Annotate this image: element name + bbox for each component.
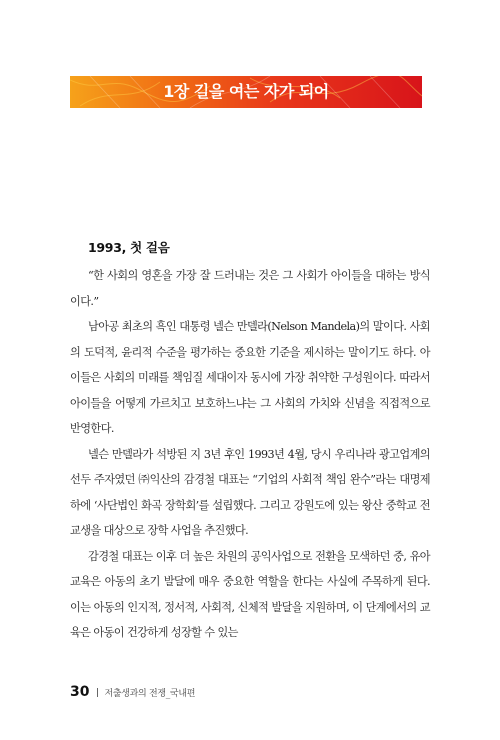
body-text <box>70 263 430 646</box>
paragraph: 남아공 최초의 흑인 대통령 넬슨 만델라(Nelson Mandela)의 말이다. 사회의 도덕적, 윤리적 수준을 평가하는 중요한 기준을 제시하는 말이기도 하다. 아이들은 사회의 미래를 책임질 세대이자 동시에 가장 취약한 구성원이다. 따라서 아이들을 어떻게 가르치고 보호하느냐는 그 사회의 가치와 신념을 직접적으로 반영한다. <box>70 320 430 435</box>
section-heading: 1993, 첫 걸음 <box>88 240 170 255</box>
folio-divider <box>97 688 98 697</box>
page-footer <box>70 682 195 702</box>
paragraph: 감경철 대표는 이후 더 높은 차원의 공익사업으로 전환을 모색하던 중, 유아 교육은 아동의 초기 발달에 매우 중요한 역할을 한다는 사실에 주목하게 된다. 이는 아동의 인지적, 정서적, 사회적, 신체적 발달을 지원하며, 이 단계에서의 교육은 아동이 건강하게 성장할 수 있는 <box>70 549 430 639</box>
chapter-title: 1장 길을 여는 자가 되어 <box>163 82 329 101</box>
running-book-title: 저출생과의 전쟁_국내편 <box>104 688 196 699</box>
page-number: 30 <box>70 684 90 700</box>
chapter-banner <box>70 76 422 108</box>
paragraph: 넬슨 만델라가 석방된 지 3년 후인 1993년 4월, 당시 우리나라 광고업계의 선두 주자였던 ㈜익산의 감경철 대표는 “기업의 사회적 책임 완수”라는 대명제하에 ‘사단법인 화곡 장학회’를 설립했다. 그리고 강원도에 있는 왕산 중학교 전교생을 대상으로 장학 사업을 추진했다. <box>70 447 430 537</box>
paragraph: “한 사회의 영혼을 가장 잘 드러내는 것은 그 사회가 아이들을 대하는 방식이다.” <box>70 269 430 308</box>
